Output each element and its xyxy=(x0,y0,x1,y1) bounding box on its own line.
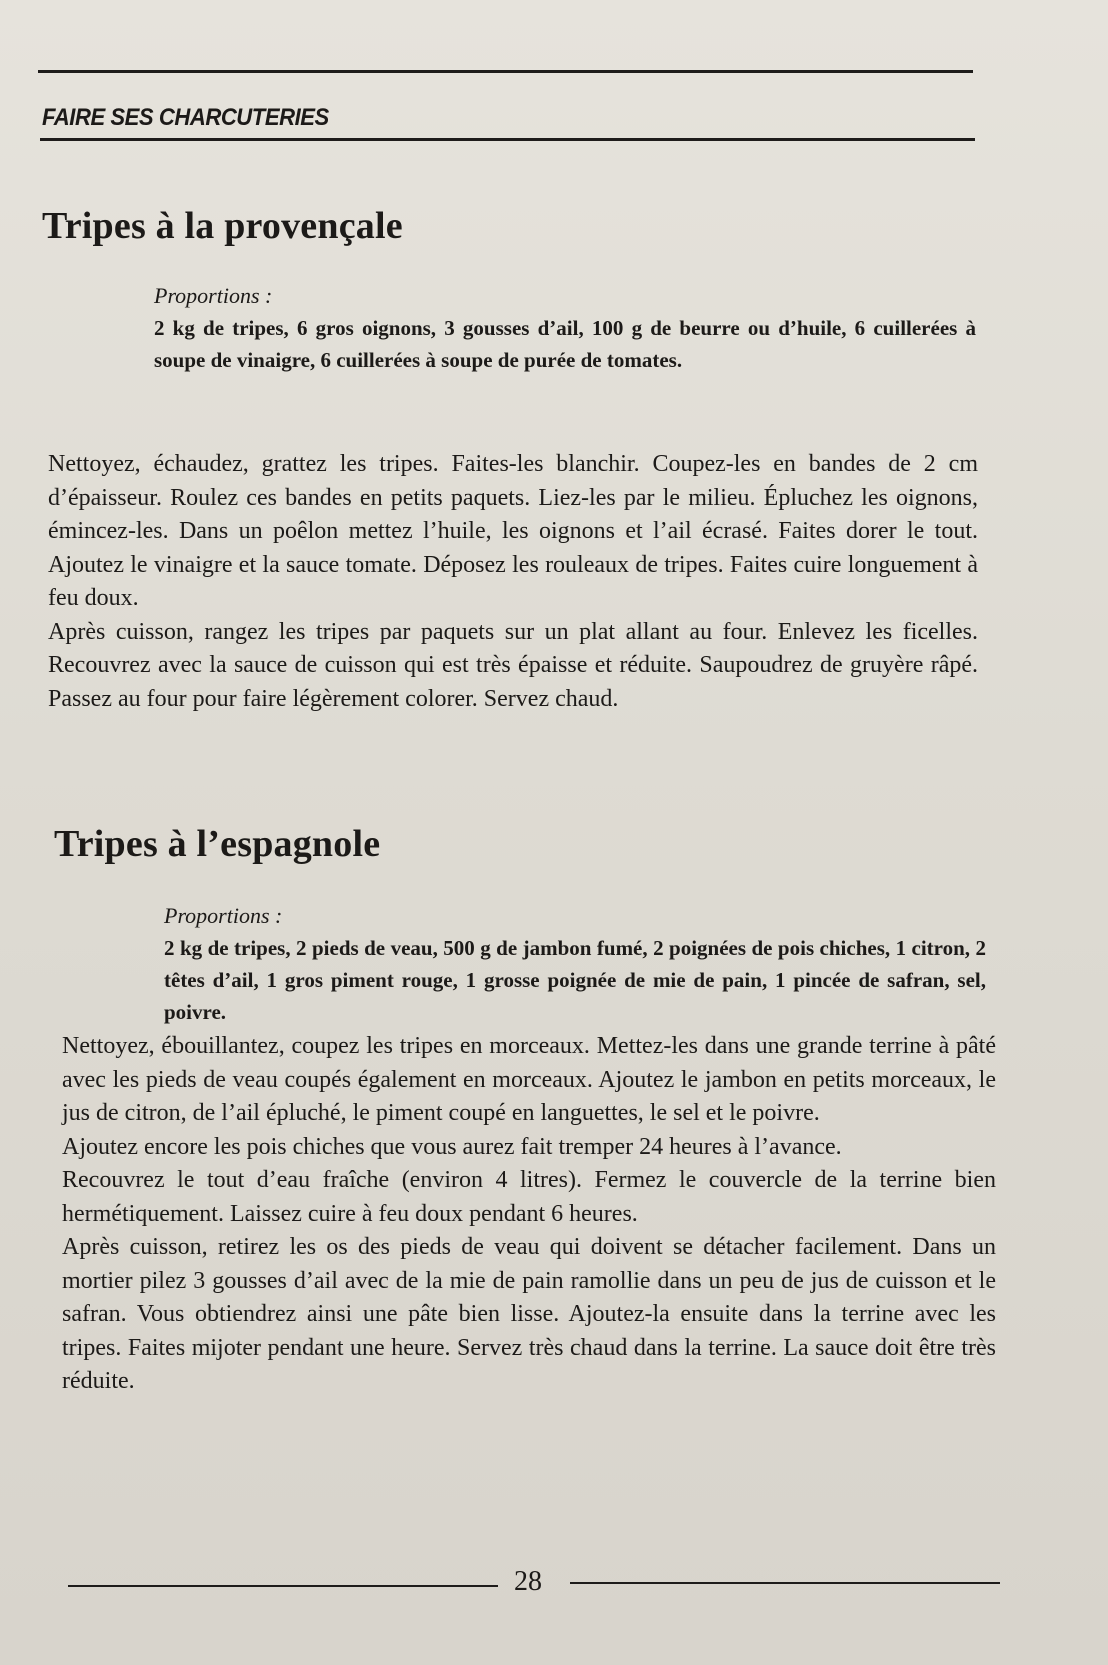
proportions-ingredients: 2 kg de tripes, 6 gros oignons, 3 gousses d’ail, 100 g de beurre ou d’huile, 6 cuillerées à soupe de vinaigre, 6 cuillerées à soupe de purée de tomates. xyxy=(154,316,976,372)
footer-rule-left xyxy=(68,1585,498,1587)
recipe-body-espagnole xyxy=(62,1030,996,1399)
header-rule-top xyxy=(38,70,973,73)
header-rule-bottom xyxy=(40,138,975,141)
recipe-title-espagnole: Tripes à l’espagnole xyxy=(54,823,381,865)
recipe-paragraph: Nettoyez, ébouillantez, coupez les tripes en morceaux. Mettez-les dans une grande terrine à pâté avec les pieds de veau coupés également en morceaux. Ajoutez le jambon en petits morceaux, le jus de citron, de l’ail épluché, le piment coupé en languettes, le sel et le poivre. xyxy=(62,1033,996,1126)
recipe-paragraph: Ajoutez encore les pois chiches que vous aurez fait tremper 24 heures à l’avance. xyxy=(62,1133,842,1160)
proportions-ingredients: 2 kg de tripes, 2 pieds de veau, 500 g de jambon fumé, 2 poignées de pois chiches, 1 citron, 2 têtes d’ail, 1 gros piment rouge, 1 grosse poignée de mie de pain, 1 pincée de safran, sel, poivre. xyxy=(164,936,986,1024)
proportions-label: Proportions : xyxy=(154,283,273,308)
proportions-block-espagnole xyxy=(164,900,986,1028)
proportions-label: Proportions : xyxy=(164,903,283,928)
page-number: 28 xyxy=(514,1566,542,1597)
recipe-paragraph: Après cuisson, rangez les tripes par paquets sur un plat allant au four. Enlevez les ficelles. Recouvrez avec la sauce de cuisson qui est très épaisse et réduite. Saupoudrez de gruyère râpé. Passez au four pour faire légèrement colorer. Servez chaud. xyxy=(48,618,978,712)
recipe-body-provencale xyxy=(48,448,978,716)
recipe-paragraph: Recouvrez le tout d’eau fraîche (environ 4 litres). Fermez le couvercle de la terrine bien hermétiquement. Laissez cuire à feu doux pendant 6 heures. xyxy=(62,1167,996,1227)
recipe-paragraph: Après cuisson, retirez les os des pieds de veau qui doivent se détacher facilement. Dans un mortier pilez 3 gousses d’ail avec de la mie de pain ramollie dans un peu de jus de cuisson et le safran. Vous obtiendrez ainsi une pâte bien lisse. Ajoutez-la ensuite dans la terrine avec les tripes. Faites mijoter pendant une heure. Servez très chaud dans la terrine. La sauce doit être très réduite. xyxy=(62,1234,996,1394)
recipe-title-provencale: Tripes à la provençale xyxy=(42,205,403,247)
recipe-paragraph: Nettoyez, échaudez, grattez les tripes. Faites-les blanchir. Coupez-les en bandes de 2 cm d’épaisseur. Roulez ces bandes en petits paquets. Liez-les par le milieu. Épluchez les oignons, émincez-les. Dans un poêlon mettez l’huile, les oignons et l’ail écrasé. Faites dorer le tout. Ajoutez le vinaigre et la sauce tomate. Déposez les rouleaux de tripes. Faites cuire longuement à feu doux. xyxy=(48,451,978,611)
proportions-block-provencale xyxy=(154,280,976,376)
footer-rule-right xyxy=(570,1582,1000,1584)
running-head: FAIRE SES CHARCUTERIES xyxy=(42,104,329,131)
